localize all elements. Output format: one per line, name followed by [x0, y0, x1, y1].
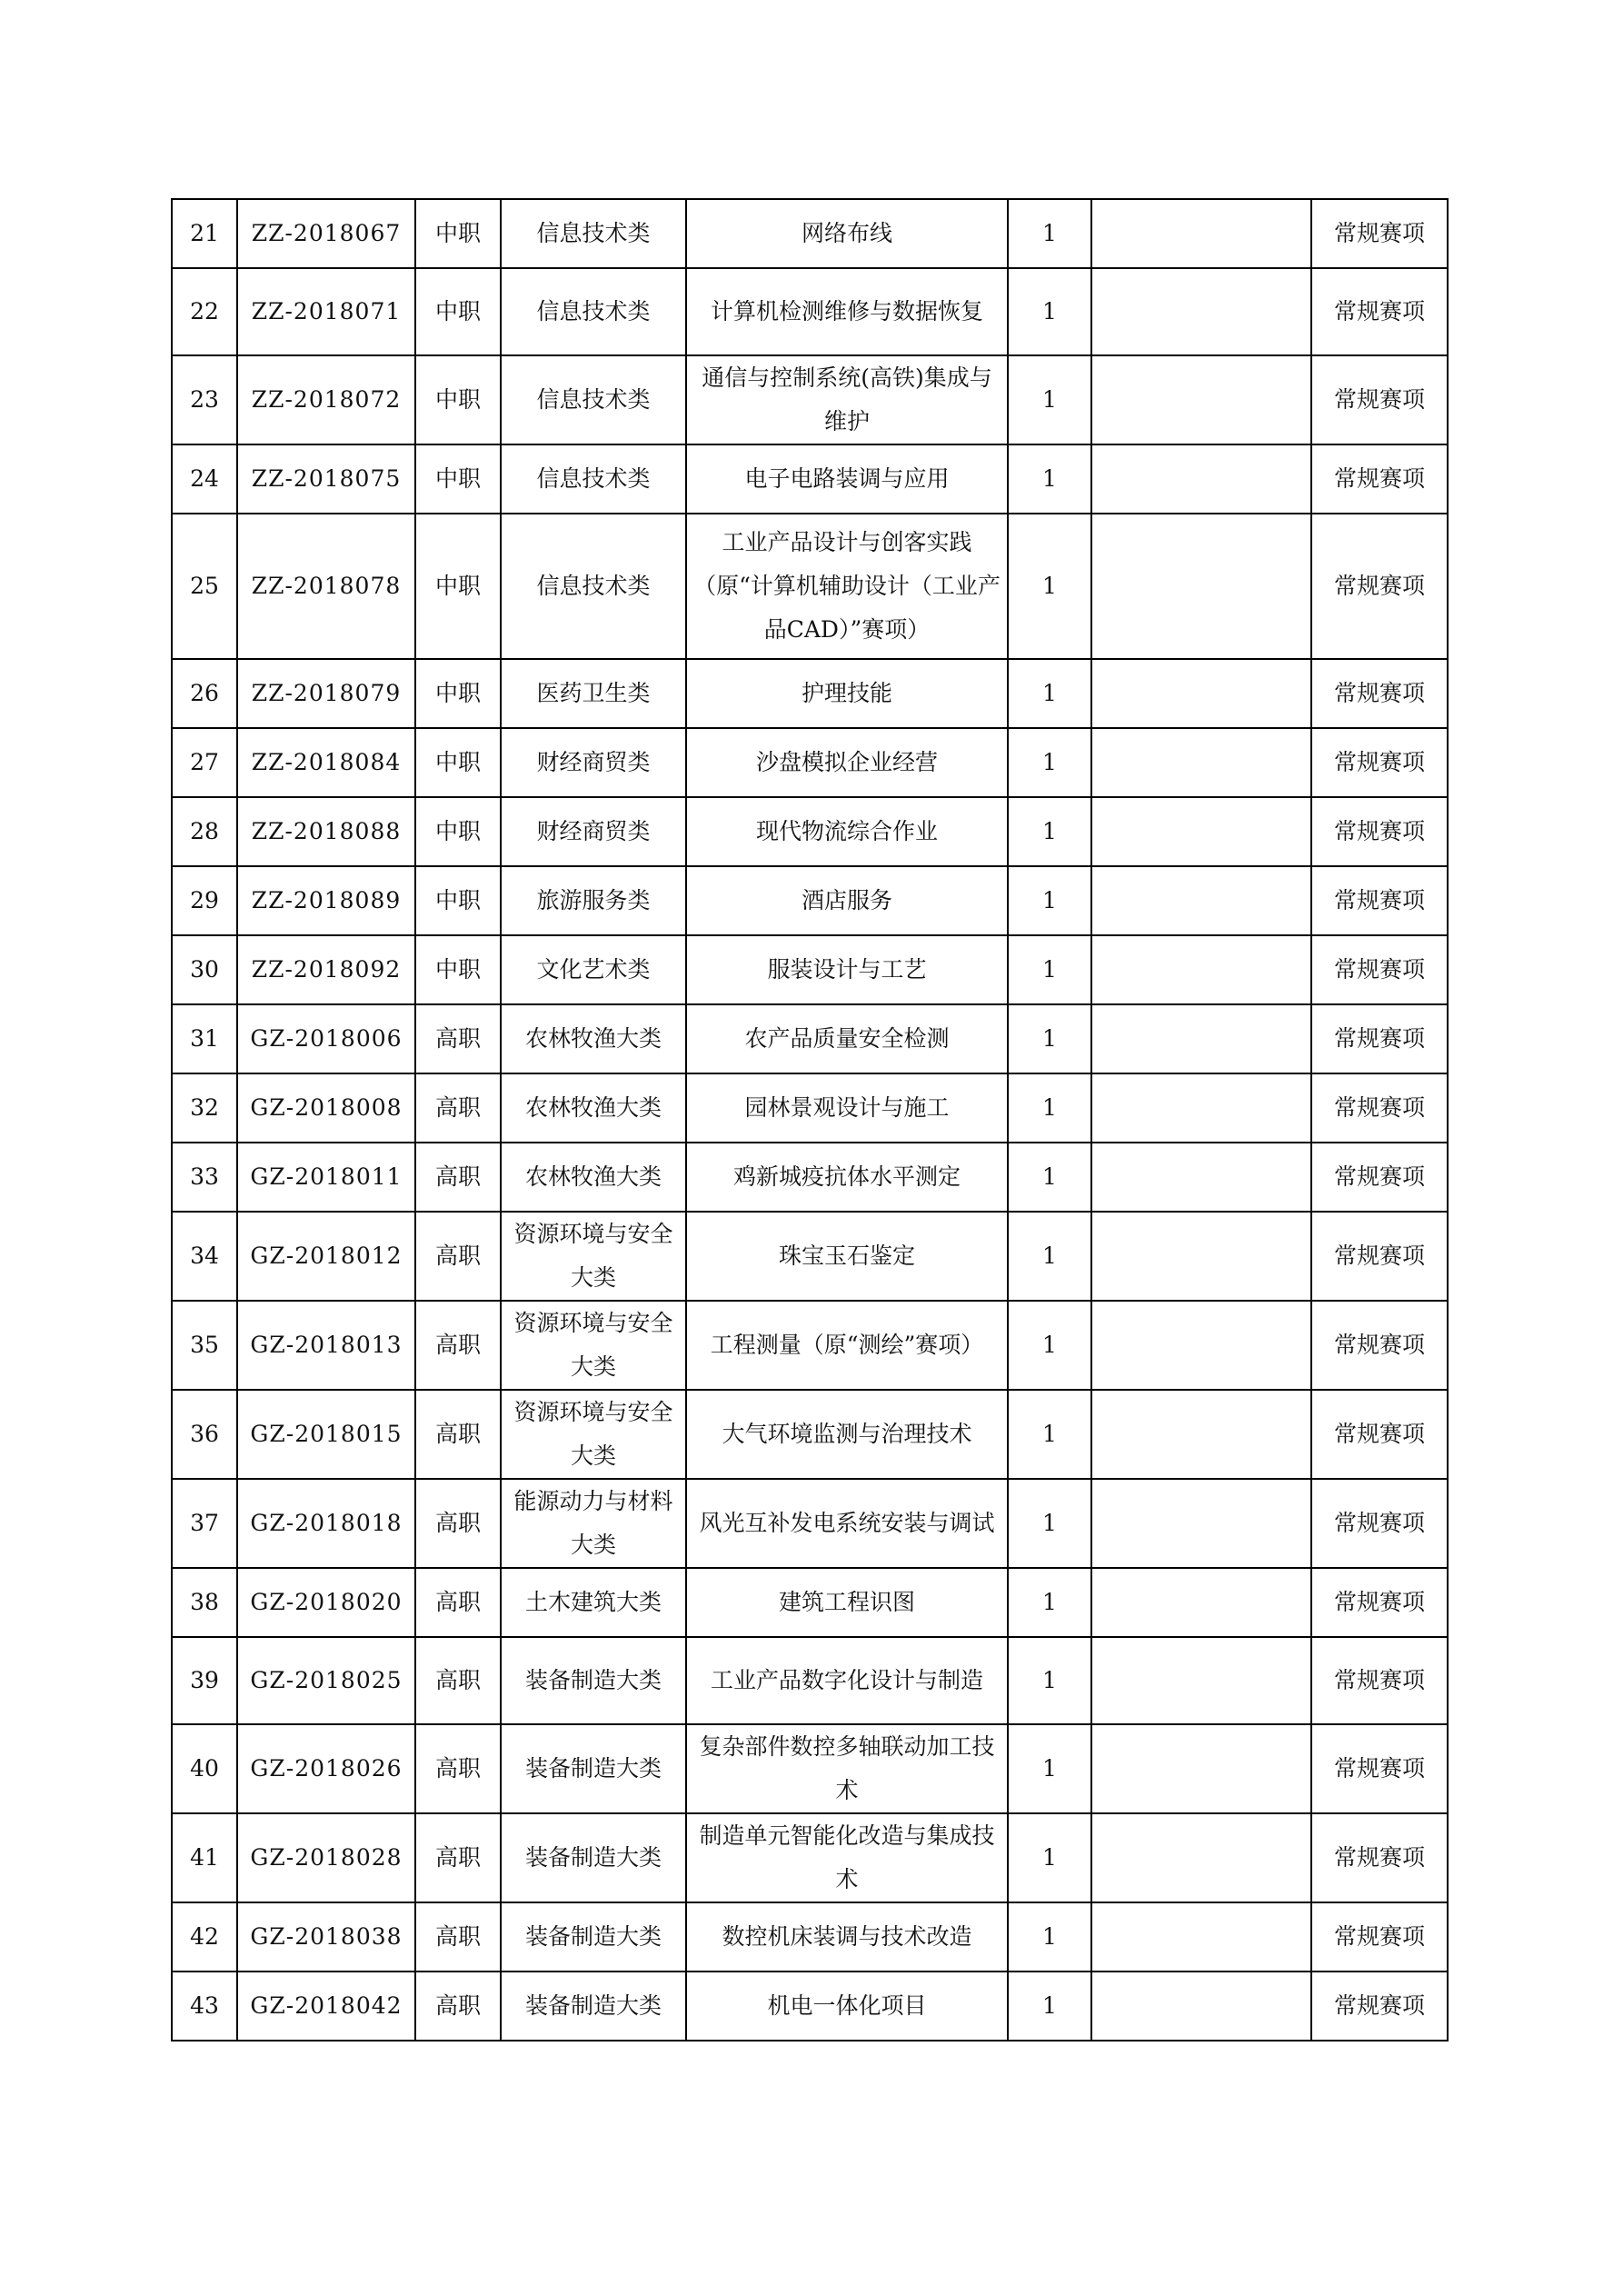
competition-code-cell: ZZ-2018072 — [237, 355, 415, 444]
type-cell: 常规赛项 — [1311, 1724, 1448, 1813]
table-row — [172, 1972, 1448, 2041]
table-row — [172, 659, 1448, 728]
row-number-cell: 28 — [172, 797, 237, 866]
note-cell — [1091, 1813, 1311, 1902]
table-row — [172, 1637, 1448, 1724]
level-cell: 高职 — [415, 1479, 501, 1568]
competition-code-cell: ZZ-2018075 — [237, 444, 415, 514]
level-cell: 高职 — [415, 1301, 501, 1390]
level-cell: 高职 — [415, 1390, 501, 1479]
category-cell: 资源环境与安全大类 — [501, 1390, 686, 1479]
level-cell: 高职 — [415, 1143, 501, 1212]
note-cell — [1091, 935, 1311, 1004]
row-number-cell: 31 — [172, 1004, 237, 1073]
table-row — [172, 1479, 1448, 1568]
level-cell: 高职 — [415, 1637, 501, 1724]
note-cell — [1091, 1568, 1311, 1637]
level-cell: 中职 — [415, 659, 501, 728]
count-cell: 1 — [1008, 1637, 1091, 1724]
note-cell — [1091, 1212, 1311, 1301]
count-cell: 1 — [1008, 866, 1091, 935]
type-cell: 常规赛项 — [1311, 1301, 1448, 1390]
note-cell — [1091, 1004, 1311, 1073]
category-cell: 信息技术类 — [501, 444, 686, 514]
table-row — [172, 1902, 1448, 1972]
category-cell: 农林牧渔大类 — [501, 1004, 686, 1073]
type-cell: 常规赛项 — [1311, 514, 1448, 659]
type-cell: 常规赛项 — [1311, 935, 1448, 1004]
category-cell: 装备制造大类 — [501, 1724, 686, 1813]
table-body — [172, 199, 1448, 2041]
count-cell: 1 — [1008, 797, 1091, 866]
note-cell — [1091, 1724, 1311, 1813]
note-cell — [1091, 514, 1311, 659]
type-cell: 常规赛项 — [1311, 1479, 1448, 1568]
type-cell: 常规赛项 — [1311, 1813, 1448, 1902]
note-cell — [1091, 866, 1311, 935]
count-cell: 1 — [1008, 1301, 1091, 1390]
competition-name-cell: 网络布线 — [686, 199, 1008, 268]
level-cell: 高职 — [415, 1813, 501, 1902]
count-cell: 1 — [1008, 1479, 1091, 1568]
competition-code-cell: GZ-2018015 — [237, 1390, 415, 1479]
category-cell: 资源环境与安全大类 — [501, 1301, 686, 1390]
competition-code-cell: GZ-2018026 — [237, 1724, 415, 1813]
category-cell: 旅游服务类 — [501, 866, 686, 935]
competition-name-cell: 风光互补发电系统安装与调试 — [686, 1479, 1008, 1568]
competition-name-cell: 工业产品设计与创客实践（原“计算机辅助设计（工业产品CAD）”赛项） — [686, 514, 1008, 659]
table-row — [172, 444, 1448, 514]
count-cell: 1 — [1008, 1902, 1091, 1972]
row-number-cell: 22 — [172, 268, 237, 355]
note-cell — [1091, 1902, 1311, 1972]
competition-name-cell: 电子电路装调与应用 — [686, 444, 1008, 514]
count-cell: 1 — [1008, 355, 1091, 444]
level-cell: 中职 — [415, 268, 501, 355]
count-cell: 1 — [1008, 1004, 1091, 1073]
type-cell: 常规赛项 — [1311, 444, 1448, 514]
level-cell: 高职 — [415, 1004, 501, 1073]
count-cell: 1 — [1008, 659, 1091, 728]
type-cell: 常规赛项 — [1311, 797, 1448, 866]
row-number-cell: 40 — [172, 1724, 237, 1813]
type-cell: 常规赛项 — [1311, 1637, 1448, 1724]
type-cell: 常规赛项 — [1311, 268, 1448, 355]
level-cell: 中职 — [415, 866, 501, 935]
note-cell — [1091, 1390, 1311, 1479]
count-cell: 1 — [1008, 514, 1091, 659]
row-number-cell: 42 — [172, 1902, 237, 1972]
competition-name-cell: 酒店服务 — [686, 866, 1008, 935]
competition-table — [171, 198, 1449, 2041]
competition-name-cell: 现代物流综合作业 — [686, 797, 1008, 866]
level-cell: 中职 — [415, 728, 501, 797]
note-cell — [1091, 199, 1311, 268]
category-cell: 医药卫生类 — [501, 659, 686, 728]
competition-name-cell: 工业产品数字化设计与制造 — [686, 1637, 1008, 1724]
note-cell — [1091, 1972, 1311, 2041]
level-cell: 中职 — [415, 935, 501, 1004]
row-number-cell: 37 — [172, 1479, 237, 1568]
category-cell: 农林牧渔大类 — [501, 1143, 686, 1212]
table-row — [172, 1073, 1448, 1143]
competition-code-cell: GZ-2018042 — [237, 1972, 415, 2041]
level-cell: 中职 — [415, 355, 501, 444]
table-row — [172, 866, 1448, 935]
competition-name-cell: 农产品质量安全检测 — [686, 1004, 1008, 1073]
row-number-cell: 43 — [172, 1972, 237, 2041]
category-cell: 信息技术类 — [501, 355, 686, 444]
competition-code-cell: ZZ-2018067 — [237, 199, 415, 268]
competition-name-cell: 沙盘模拟企业经营 — [686, 728, 1008, 797]
competition-code-cell: ZZ-2018089 — [237, 866, 415, 935]
type-cell: 常规赛项 — [1311, 1390, 1448, 1479]
competition-name-cell: 机电一体化项目 — [686, 1972, 1008, 2041]
category-cell: 装备制造大类 — [501, 1972, 686, 2041]
type-cell: 常规赛项 — [1311, 1073, 1448, 1143]
table-row — [172, 514, 1448, 659]
table-row — [172, 935, 1448, 1004]
category-cell: 农林牧渔大类 — [501, 1073, 686, 1143]
count-cell: 1 — [1008, 1724, 1091, 1813]
category-cell: 资源环境与安全大类 — [501, 1212, 686, 1301]
table-row — [172, 1390, 1448, 1479]
competition-code-cell: ZZ-2018078 — [237, 514, 415, 659]
note-cell — [1091, 268, 1311, 355]
note-cell — [1091, 659, 1311, 728]
table-row — [172, 199, 1448, 268]
table-row — [172, 1724, 1448, 1813]
type-cell: 常规赛项 — [1311, 1212, 1448, 1301]
competition-code-cell: ZZ-2018084 — [237, 728, 415, 797]
competition-name-cell: 通信与控制系统(高铁)集成与维护 — [686, 355, 1008, 444]
count-cell: 1 — [1008, 268, 1091, 355]
competition-name-cell: 珠宝玉石鉴定 — [686, 1212, 1008, 1301]
note-cell — [1091, 355, 1311, 444]
note-cell — [1091, 1073, 1311, 1143]
competition-code-cell: GZ-2018008 — [237, 1073, 415, 1143]
table-row — [172, 797, 1448, 866]
level-cell: 高职 — [415, 1902, 501, 1972]
category-cell: 信息技术类 — [501, 514, 686, 659]
row-number-cell: 38 — [172, 1568, 237, 1637]
competition-name-cell: 园林景观设计与施工 — [686, 1073, 1008, 1143]
type-cell: 常规赛项 — [1311, 1143, 1448, 1212]
count-cell: 1 — [1008, 935, 1091, 1004]
category-cell: 信息技术类 — [501, 199, 686, 268]
count-cell: 1 — [1008, 1972, 1091, 2041]
row-number-cell: 29 — [172, 866, 237, 935]
count-cell: 1 — [1008, 1143, 1091, 1212]
table-row — [172, 1143, 1448, 1212]
competition-code-cell: GZ-2018011 — [237, 1143, 415, 1212]
competition-name-cell: 鸡新城疫抗体水平测定 — [686, 1143, 1008, 1212]
type-cell: 常规赛项 — [1311, 1004, 1448, 1073]
category-cell: 文化艺术类 — [501, 935, 686, 1004]
category-cell: 财经商贸类 — [501, 728, 686, 797]
category-cell: 装备制造大类 — [501, 1813, 686, 1902]
table-row — [172, 355, 1448, 444]
level-cell: 高职 — [415, 1724, 501, 1813]
competition-name-cell: 护理技能 — [686, 659, 1008, 728]
level-cell: 高职 — [415, 1568, 501, 1637]
category-cell: 土木建筑大类 — [501, 1568, 686, 1637]
competition-name-cell: 计算机检测维修与数据恢复 — [686, 268, 1008, 355]
row-number-cell: 35 — [172, 1301, 237, 1390]
row-number-cell: 21 — [172, 199, 237, 268]
category-cell: 装备制造大类 — [501, 1902, 686, 1972]
competition-name-cell: 制造单元智能化改造与集成技术 — [686, 1813, 1008, 1902]
row-number-cell: 36 — [172, 1390, 237, 1479]
competition-name-cell: 大气环境监测与治理技术 — [686, 1390, 1008, 1479]
level-cell: 中职 — [415, 797, 501, 866]
table-row — [172, 1813, 1448, 1902]
competition-code-cell: ZZ-2018092 — [237, 935, 415, 1004]
row-number-cell: 27 — [172, 728, 237, 797]
row-number-cell: 25 — [172, 514, 237, 659]
row-number-cell: 30 — [172, 935, 237, 1004]
competition-name-cell: 工程测量（原“测绘”赛项） — [686, 1301, 1008, 1390]
count-cell: 1 — [1008, 728, 1091, 797]
type-cell: 常规赛项 — [1311, 1972, 1448, 2041]
level-cell: 高职 — [415, 1972, 501, 2041]
row-number-cell: 41 — [172, 1813, 237, 1902]
category-cell: 能源动力与材料大类 — [501, 1479, 686, 1568]
type-cell: 常规赛项 — [1311, 728, 1448, 797]
competition-code-cell: GZ-2018013 — [237, 1301, 415, 1390]
row-number-cell: 33 — [172, 1143, 237, 1212]
competition-code-cell: ZZ-2018079 — [237, 659, 415, 728]
type-cell: 常规赛项 — [1311, 1902, 1448, 1972]
note-cell — [1091, 1143, 1311, 1212]
competition-code-cell: GZ-2018025 — [237, 1637, 415, 1724]
category-cell: 信息技术类 — [501, 268, 686, 355]
competition-name-cell: 服装设计与工艺 — [686, 935, 1008, 1004]
table-row — [172, 1212, 1448, 1301]
table-row — [172, 1004, 1448, 1073]
count-cell: 1 — [1008, 444, 1091, 514]
competition-code-cell: ZZ-2018088 — [237, 797, 415, 866]
table-row — [172, 268, 1448, 355]
count-cell: 1 — [1008, 1568, 1091, 1637]
level-cell: 高职 — [415, 1073, 501, 1143]
competition-name-cell: 复杂部件数控多轴联动加工技术 — [686, 1724, 1008, 1813]
type-cell: 常规赛项 — [1311, 355, 1448, 444]
competition-name-cell: 建筑工程识图 — [686, 1568, 1008, 1637]
table-row — [172, 1568, 1448, 1637]
note-cell — [1091, 1637, 1311, 1724]
type-cell: 常规赛项 — [1311, 1568, 1448, 1637]
type-cell: 常规赛项 — [1311, 199, 1448, 268]
count-cell: 1 — [1008, 1390, 1091, 1479]
type-cell: 常规赛项 — [1311, 866, 1448, 935]
count-cell: 1 — [1008, 1212, 1091, 1301]
note-cell — [1091, 797, 1311, 866]
row-number-cell: 24 — [172, 444, 237, 514]
level-cell: 中职 — [415, 514, 501, 659]
competition-code-cell: GZ-2018006 — [237, 1004, 415, 1073]
category-cell: 装备制造大类 — [501, 1637, 686, 1724]
table-row — [172, 728, 1448, 797]
table-row — [172, 1301, 1448, 1390]
count-cell: 1 — [1008, 199, 1091, 268]
competition-code-cell: GZ-2018038 — [237, 1902, 415, 1972]
competition-code-cell: ZZ-2018071 — [237, 268, 415, 355]
level-cell: 中职 — [415, 444, 501, 514]
type-cell: 常规赛项 — [1311, 659, 1448, 728]
competition-code-cell: GZ-2018020 — [237, 1568, 415, 1637]
competition-code-cell: GZ-2018012 — [237, 1212, 415, 1301]
note-cell — [1091, 444, 1311, 514]
category-cell: 财经商贸类 — [501, 797, 686, 866]
note-cell — [1091, 1301, 1311, 1390]
row-number-cell: 26 — [172, 659, 237, 728]
row-number-cell: 39 — [172, 1637, 237, 1724]
competition-name-cell: 数控机床装调与技术改造 — [686, 1902, 1008, 1972]
row-number-cell: 34 — [172, 1212, 237, 1301]
competition-code-cell: GZ-2018018 — [237, 1479, 415, 1568]
row-number-cell: 23 — [172, 355, 237, 444]
note-cell — [1091, 1479, 1311, 1568]
level-cell: 高职 — [415, 1212, 501, 1301]
level-cell: 中职 — [415, 199, 501, 268]
row-number-cell: 32 — [172, 1073, 237, 1143]
note-cell — [1091, 728, 1311, 797]
count-cell: 1 — [1008, 1813, 1091, 1902]
count-cell: 1 — [1008, 1073, 1091, 1143]
competition-code-cell: GZ-2018028 — [237, 1813, 415, 1902]
